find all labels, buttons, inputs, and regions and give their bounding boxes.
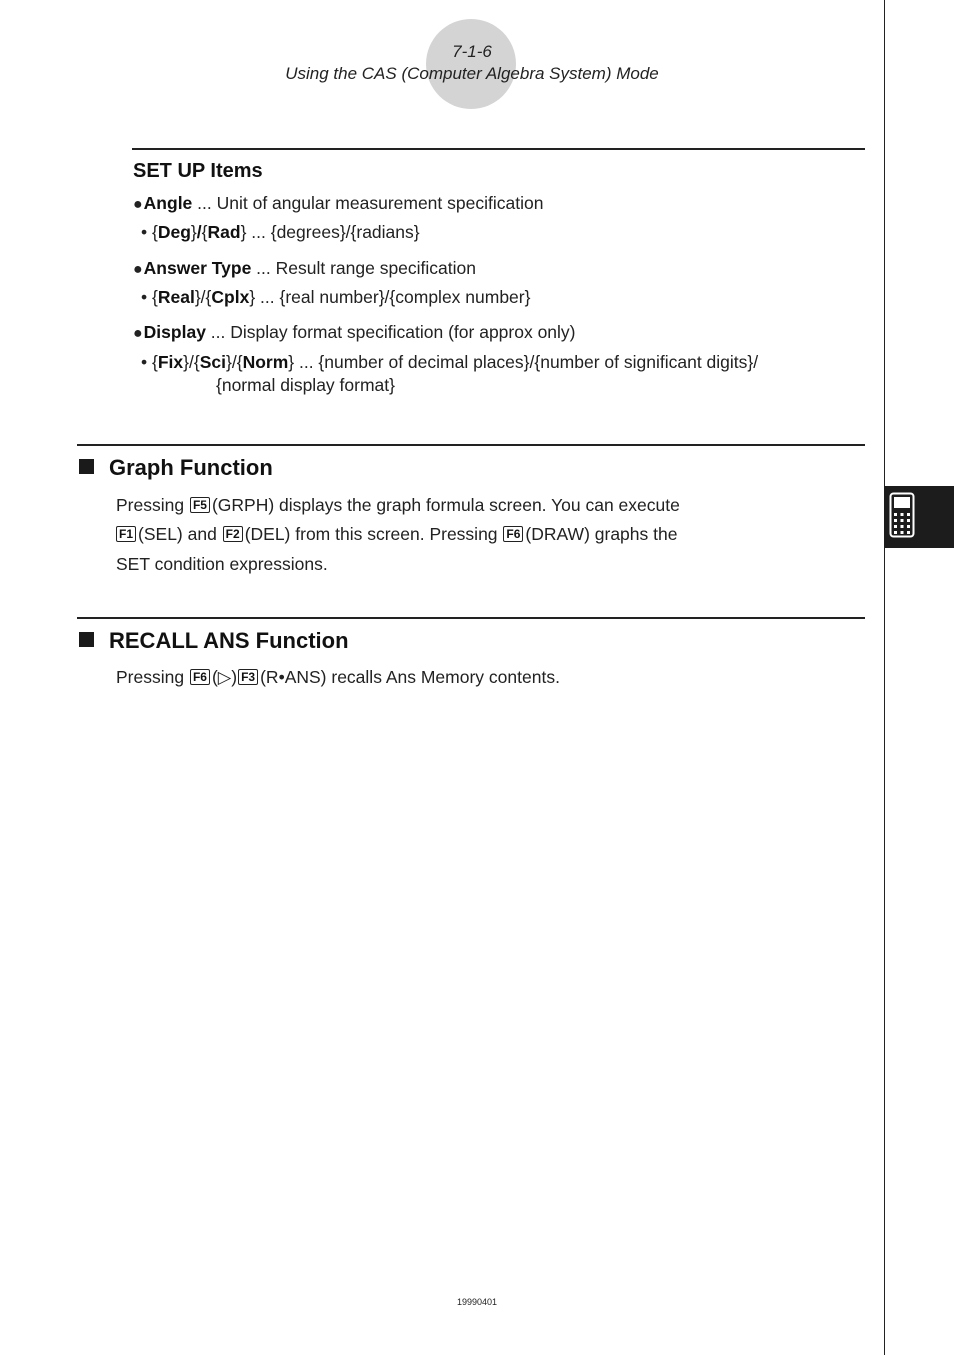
- recall-section-heading: [79, 628, 349, 654]
- setup-item-name: Answer Type: [143, 258, 252, 278]
- option-value: Real: [157, 287, 195, 307]
- setup-options-answer-type: [141, 287, 530, 308]
- option-separator: }: [190, 222, 197, 242]
- option-value: Deg: [157, 222, 191, 242]
- setup-top-rule: [132, 148, 865, 150]
- option-value: Sci: [199, 352, 226, 372]
- option-text: [152, 287, 530, 307]
- setup-item-name: Angle: [143, 193, 193, 213]
- option-value: Norm: [242, 352, 289, 372]
- text: (SEL) and: [138, 524, 222, 544]
- option-separator: } ... {number of decimal places}/{number of significant digits}/: [288, 352, 759, 372]
- calculator-icon: [889, 492, 915, 538]
- option-value: Cplx: [211, 287, 250, 307]
- option-separator: }/{: [226, 352, 243, 372]
- small-bullet-icon: •: [141, 287, 152, 307]
- f3-key-icon: F3: [238, 669, 258, 685]
- text: Pressing: [116, 667, 189, 687]
- recall-section-title: RECALL ANS Function: [109, 628, 349, 653]
- graph-paragraph-line-3: SET condition expressions.: [116, 554, 328, 574]
- setup-options-display-continuation: {normal display format}: [216, 375, 395, 395]
- setup-options-display: [141, 352, 758, 373]
- option-separator: {: [201, 222, 208, 242]
- option-separator: {: [152, 222, 158, 242]
- setup-item-desc: ... Display format specification (for approx only): [205, 322, 576, 342]
- text: (GRPH) displays the graph formula screen. You can execute: [211, 495, 680, 515]
- black-square-icon: [79, 459, 94, 474]
- option-text: [152, 352, 758, 372]
- option-value: Fix: [157, 352, 184, 372]
- footer-code: 19990401: [456, 1297, 498, 1307]
- graph-section-rule: [77, 444, 865, 446]
- text: (DEL) from this screen. Pressing: [244, 524, 503, 544]
- setup-heading: SET UP Items: [133, 160, 263, 182]
- text: Pressing: [116, 495, 189, 515]
- bullet-icon: ●: [133, 261, 143, 278]
- text: (▷): [211, 667, 238, 687]
- graph-paragraph-line-2: [116, 524, 677, 545]
- option-separator: {: [152, 352, 158, 372]
- text: (R•ANS) recalls Ans Memory contents.: [260, 667, 560, 687]
- graph-section-title: Graph Function: [109, 455, 273, 480]
- small-bullet-icon: •: [141, 352, 152, 372]
- setup-item-answer-type: [133, 258, 476, 279]
- page-subtitle: Using the CAS (Computer Algebra System) Mode: [285, 64, 659, 83]
- option-separator: }/{: [183, 352, 200, 372]
- small-bullet-icon: •: [141, 222, 152, 242]
- f6-key-icon: F6: [190, 669, 210, 685]
- page-number: 7-1-6: [452, 42, 492, 61]
- option-separator: } ... {degrees}/{radians}: [240, 222, 420, 242]
- text: (DRAW) graphs the: [525, 524, 678, 544]
- setup-item-desc: ... Result range specification: [251, 258, 476, 278]
- recall-paragraph: [116, 667, 560, 688]
- bullet-icon: ●: [133, 196, 143, 213]
- graph-section-heading: [79, 455, 273, 481]
- option-separator: } ... {real number}/{complex number}: [249, 287, 531, 307]
- chapter-tab: [884, 486, 954, 548]
- right-margin-line: [884, 0, 885, 1355]
- option-value: Rad: [207, 222, 241, 242]
- f5-key-icon: F5: [190, 497, 210, 513]
- f6-key-icon: F6: [503, 526, 523, 542]
- f2-key-icon: F2: [223, 526, 243, 542]
- f1-key-icon: F1: [116, 526, 136, 542]
- setup-item-angle: [133, 193, 543, 214]
- option-value: /: [196, 222, 202, 242]
- setup-item-name: Display: [143, 322, 206, 342]
- setup-options-angle: [141, 222, 420, 243]
- option-text: [152, 222, 420, 242]
- option-separator: {: [152, 287, 158, 307]
- graph-paragraph-line-1: [116, 495, 680, 516]
- setup-item-display: [133, 322, 576, 343]
- bullet-icon: ●: [133, 325, 143, 342]
- setup-item-desc: ... Unit of angular measurement specification: [192, 193, 544, 213]
- option-separator: }/{: [194, 287, 212, 307]
- black-square-icon: [79, 632, 94, 647]
- recall-section-rule: [77, 617, 865, 619]
